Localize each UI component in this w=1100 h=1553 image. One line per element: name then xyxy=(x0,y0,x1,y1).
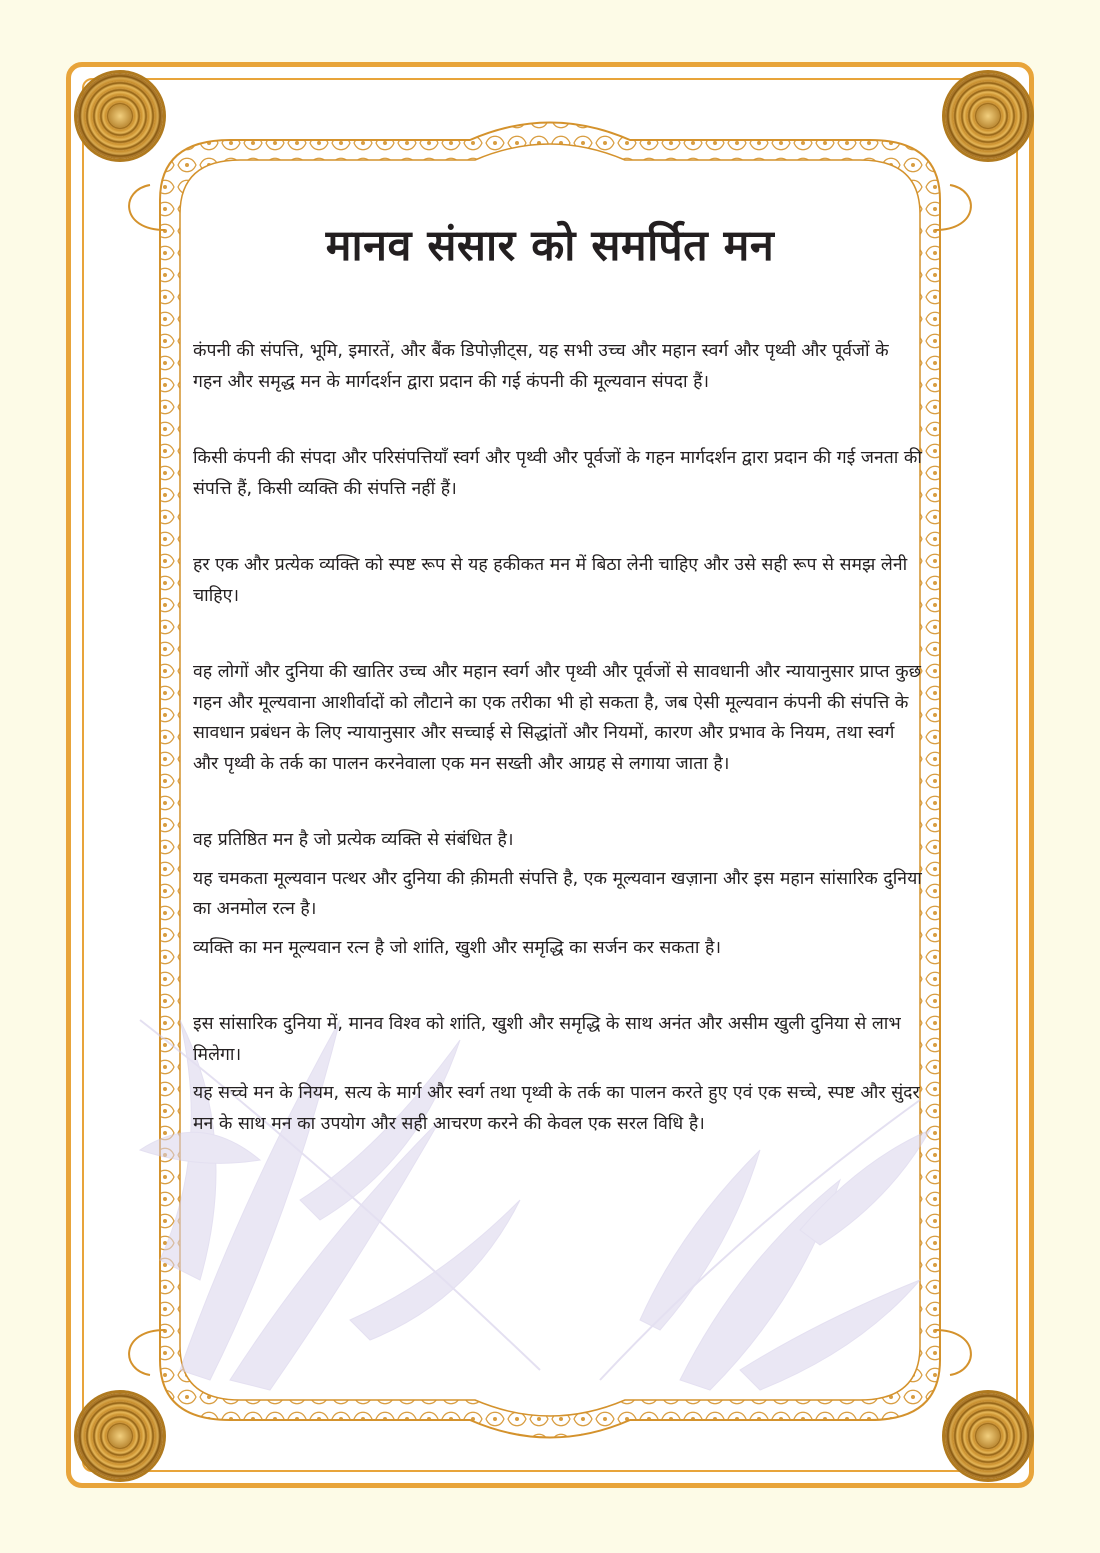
paragraph: वह लोगों और दुनिया की खातिर उच्च और महान स्वर्ग और पृथ्वी और पूर्वजों से सावधानी और न्यायानुसार प्राप्त कुछ गहन और मूल्यवाना आशीर्वादों को लौटाने का एक तरीका भी हो सकता है, जब ऐसी मूल्यवान कंपनी की संपत्ति के सावधान प्रबंधन के लिए न्यायानुसार और सच्चाई से सिद्धांतों और नियमों, कारण और प्रभाव के नियम, तथा स्वर्ग और पृथ्वी के तर्क का पालन करनेवाला एक मन सख्ती और आग्रह से लगाया जाता है। xyxy=(193,662,922,774)
document-body xyxy=(193,336,923,1139)
paragraph: यह चमकता मूल्यवान पत्थर और दुनिया की क़ीमती संपत्ति है, एक मूल्यवान खज़ाना और इस महान सांसारिक दुनिया का अनमोल रत्न है। xyxy=(193,868,922,919)
paragraph: हर एक और प्रत्येक व्यक्ति को स्पष्ट रूप से यह हकीकत मन में बिठा लेनी चाहिए और उसे सही रूप से समझ लेनी चाहिए। xyxy=(193,555,908,606)
corner-medallion-bottom-right xyxy=(945,1393,1031,1479)
corner-medallion-top-left xyxy=(77,73,163,159)
paragraph: वह प्रतिष्ठित मन है जो प्रत्येक व्यक्ति से संबंधित है। xyxy=(193,830,514,850)
paragraph: व्यक्ति का मन मूल्यवान रत्न है जो शांति, खुशी और समृद्धि का सर्जन कर सकता है। xyxy=(193,937,721,958)
paragraph: कंपनी की संपत्ति, भूमि, इमारतें, और बैंक डिपोज़ीट्स, यह सभी उच्च और महान स्वर्ग और पृथ्वी और पूर्वजों के गहन और समृद्ध मन के मार्गदर्शन द्वारा प्रदान की गई कंपनी की मूल्यवान संपदा हैं। xyxy=(193,341,889,392)
paragraph: यह सच्चे मन के नियम, सत्य के मार्ग और स्वर्ग तथा पृथ्वी के तर्क का पालन करते हुए एवं एक सच्चे, स्पष्ट और सुंदर मन के साथ मन का उपयोग और सही आचरण करने की केवल एक सरल विधि है। xyxy=(193,1083,920,1134)
page-title: मानव संसार को समर्पित मन xyxy=(325,221,775,271)
corner-medallion-bottom-left xyxy=(77,1393,163,1479)
corner-medallion-top-right xyxy=(945,73,1031,159)
paragraph: किसी कंपनी की संपदा और परिसंपत्तियाँ स्वर्ग और पृथ्वी और पूर्वजों के गहन मार्गदर्शन द्वारा प्रदान की गई जनता की संपत्ति हैं, किसी व्यक्ति की संपत्ति नहीं हैं। xyxy=(193,448,922,499)
paragraph: इस सांसारिक दुनिया में, मानव विश्व को शांति, खुशी और समृद्धि के साथ अनंत और असीम खुली दुनिया से लाभ मिलेगा। xyxy=(193,1014,901,1065)
